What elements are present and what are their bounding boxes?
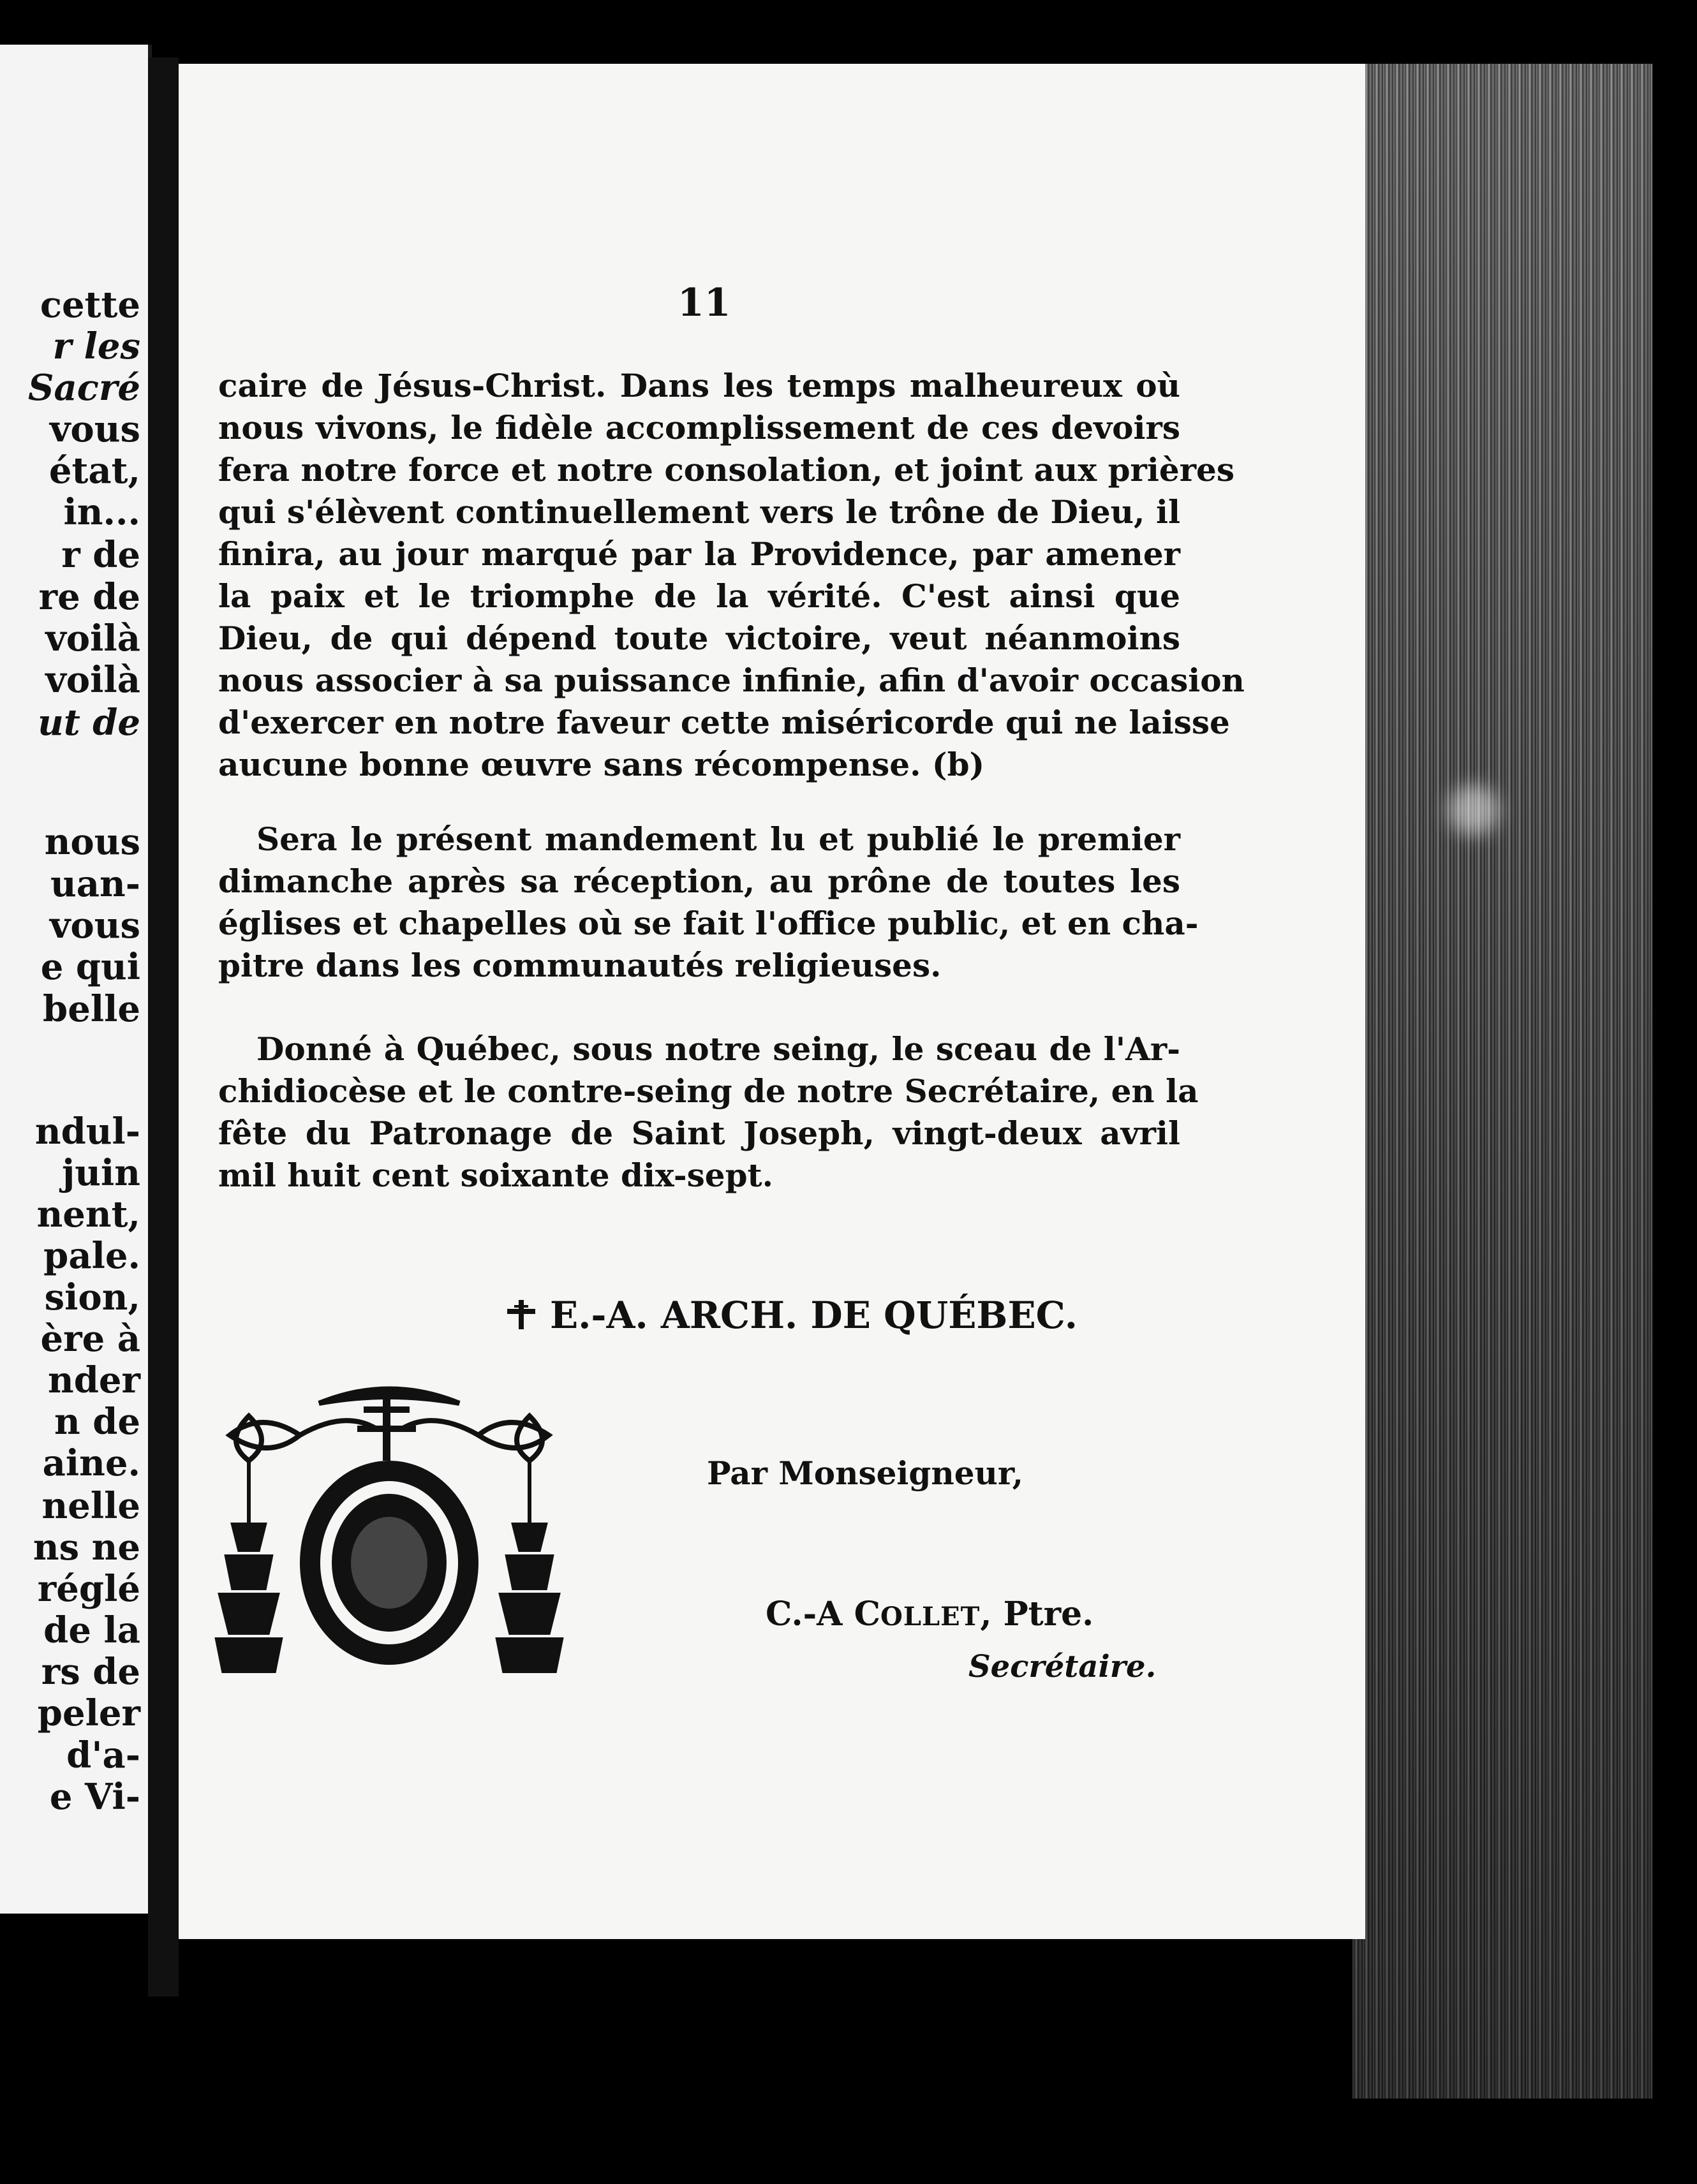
text-line: églises et chapelles où se fait l'office public, et en cha- xyxy=(218,904,1199,942)
left-page-fragment: pale. xyxy=(43,1235,140,1277)
text-line: nous vivons, le fidèle accomplissement de ces devoirs xyxy=(218,409,1180,446)
paragraph-closing-exhortation xyxy=(218,365,1245,786)
left-page-fragment: r les xyxy=(52,325,140,367)
left-page-fragment: ndul- xyxy=(34,1110,140,1153)
left-page-fragment: vous xyxy=(49,408,140,450)
left-page-fragment: belle xyxy=(43,988,140,1030)
left-page-fragment: voilà xyxy=(45,617,140,660)
secretary-title: , Ptre. xyxy=(980,1595,1094,1634)
left-page-fragment: juin xyxy=(62,1152,140,1194)
text-line: mil huit cent soixante dix-sept. xyxy=(218,1156,774,1194)
text-line: nous associer à sa puissance infinie, afin d'avoir occasion xyxy=(218,661,1245,699)
left-page-fragment: peler xyxy=(37,1692,140,1734)
archbishop-signature xyxy=(505,1294,1078,1337)
text-line: d'exercer en notre faveur cette miséricorde qui ne laisse xyxy=(218,704,1230,741)
left-page-fragment: r de xyxy=(61,534,140,576)
light-reflection xyxy=(1448,785,1499,836)
left-page-fragment: uan- xyxy=(50,863,140,905)
text-line: aucune bonne œuvre sans récompense. (b) xyxy=(218,746,985,783)
text-line: qui s'élèvent continuellement vers le trône de Dieu, il xyxy=(218,493,1180,531)
secretary-initials: C.-A C xyxy=(766,1595,880,1634)
left-page-fragment: vous xyxy=(49,904,140,947)
text-line: Donné à Québec, sous notre seing, le sceau de l'Ar- xyxy=(256,1030,1180,1068)
text-line: chidiocèse et le contre-seing de notre Secrétaire, en la xyxy=(218,1072,1199,1110)
page-edges xyxy=(1352,64,1652,2099)
patriarchal-cross-icon xyxy=(505,1299,537,1331)
text-line: dimanche après sa réception, au prône de toutes les xyxy=(218,862,1180,900)
text-line: Dieu, de qui dépend toute victoire, veut néanmoins xyxy=(218,619,1180,657)
page-edges-shade xyxy=(1352,64,1652,2099)
text-line: fera notre force et notre consolation, et joint aux prières xyxy=(218,451,1234,489)
left-page-fragment: re de xyxy=(38,576,140,618)
paragraph-given-at-quebec xyxy=(218,1028,1199,1197)
left-page-fragment: ère à xyxy=(40,1318,140,1360)
text-line: caire de Jésus-Christ. Dans les temps malheureux où xyxy=(218,367,1180,404)
left-page-fragment: ns ne xyxy=(33,1526,140,1568)
left-page-fragment: réglé xyxy=(37,1568,140,1610)
coat-of-arms-seal xyxy=(211,1378,568,1678)
book-gutter xyxy=(148,57,179,1996)
page-number: 11 xyxy=(678,281,731,325)
left-page-fragment: nent, xyxy=(36,1193,140,1236)
left-page-fragment: Sacré xyxy=(28,367,140,409)
text-line: pitre dans les communautés religieuses. xyxy=(218,947,942,984)
secretary-role: Secrétaire. xyxy=(968,1649,1157,1685)
secretary-surname: OLLET xyxy=(880,1602,981,1632)
left-page-fragment: cette xyxy=(40,284,140,326)
by-monseigneur: Par Monseigneur, xyxy=(707,1454,1023,1492)
left-page-fragment: voilà xyxy=(45,659,140,701)
secretary-name xyxy=(766,1595,1093,1634)
signature-text: E.-A. ARCH. DE QUÉBEC. xyxy=(550,1294,1078,1337)
left-page-fragment: nelle xyxy=(41,1485,140,1527)
left-page-fragment: de la xyxy=(43,1609,140,1651)
left-page-fragment: e qui xyxy=(40,946,140,988)
text-line: finira, au jour marqué par la Providence, par amener xyxy=(218,535,1180,573)
left-page-fragment: sion, xyxy=(44,1276,140,1318)
left-page-fragment: aine. xyxy=(42,1442,140,1484)
left-page-fragment: d'a- xyxy=(66,1734,140,1776)
left-page-fragment: état, xyxy=(48,450,140,492)
text-line: la paix et le triomphe de la vérité. C'est ainsi que xyxy=(218,577,1180,615)
left-page-fragment: nder xyxy=(47,1359,140,1401)
left-page-fragment: rs de xyxy=(41,1651,140,1693)
left-page-fragment: in... xyxy=(63,491,140,533)
left-page xyxy=(0,45,152,1914)
left-page-fragment: e Vi- xyxy=(49,1776,140,1818)
text-line: fête du Patronage de Saint Joseph, vingt-deux avril xyxy=(218,1114,1180,1152)
text-line: Sera le présent mandement lu et publié le premier xyxy=(256,820,1180,858)
paragraph-publication-order xyxy=(218,818,1199,987)
left-page-fragment: nous xyxy=(44,821,140,863)
left-page-fragment: ut de xyxy=(38,702,140,744)
left-page-fragment: n de xyxy=(54,1401,140,1443)
